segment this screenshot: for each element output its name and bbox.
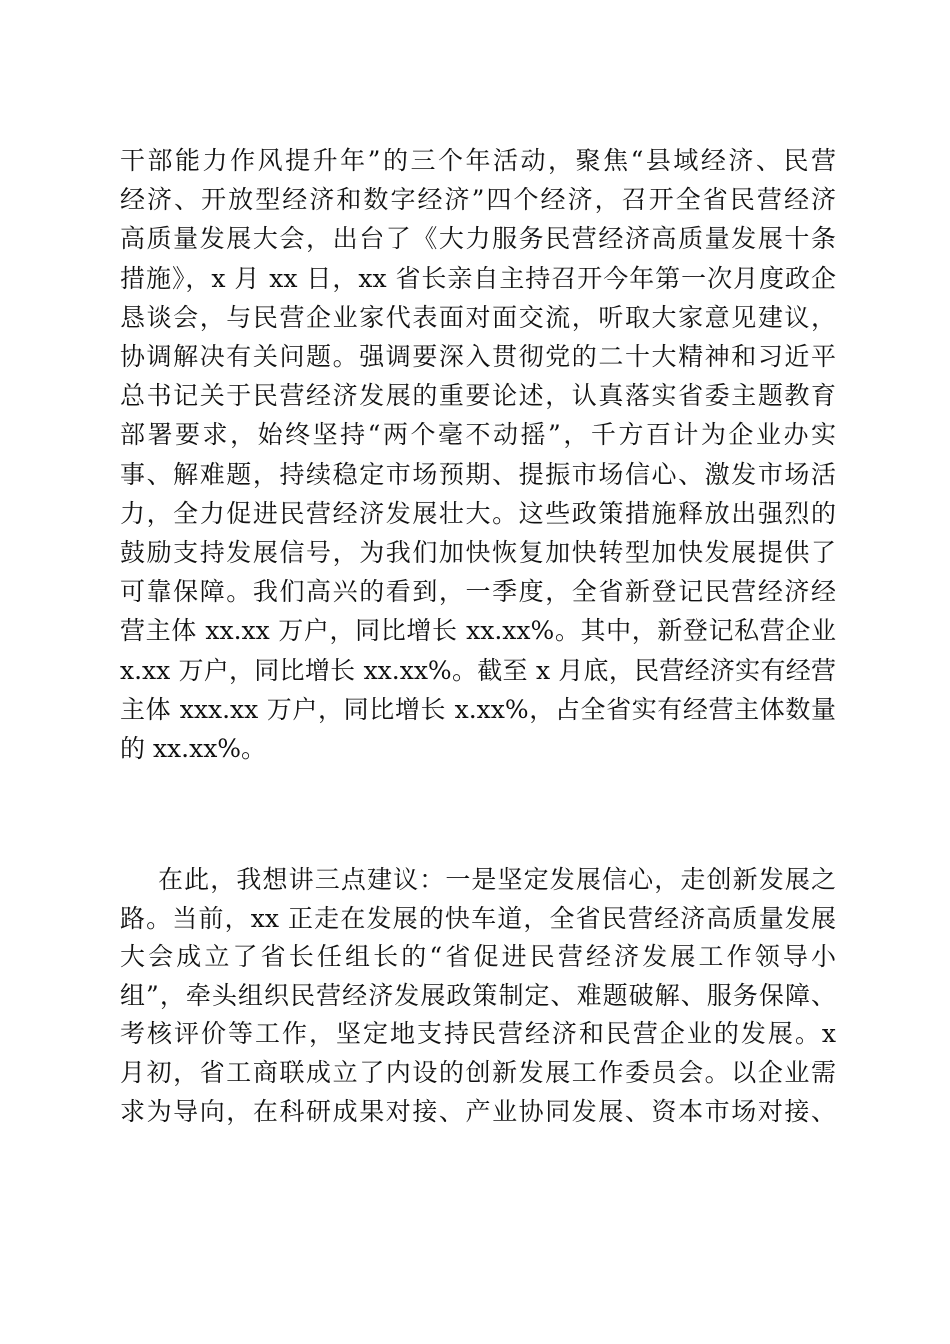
paragraph-2-line: 路。当前，xx 正走在发展的快车道，全省民营经济高质量发展 xyxy=(120,903,836,933)
paragraph-2-line: 考核评价等工作，坚定地支持民营经济和民营企业的发展。x xyxy=(120,1019,836,1049)
paragraph-1-line: 措施》，x 月 xx 日，xx 省长亲自主持召开今年第一次月度政企 xyxy=(120,263,836,293)
paragraph-1-line: 部署要求，始终坚持“两个毫不动摇”，千方百计为企业办实 xyxy=(120,420,836,450)
paragraph-1-line: 主体 xxx.xx 万户，同比增长 x.xx%，占全省实有经营主体数量 xyxy=(120,694,836,724)
paragraph-1-line: 总书记关于民营经济发展的重要论述，认真落实省委主题教育 xyxy=(120,381,836,411)
paragraph-1-line: 鼓励支持发展信号，为我们加快恢复加快转型加快发展提供了 xyxy=(120,538,836,567)
paragraph-1-line: 高质量发展大会，出台了《大力服务民营经济高质量发展十条 xyxy=(120,224,836,254)
paragraph-2-line: 求为导向，在科研成果对接、产业协同发展、资本市场对接、 xyxy=(120,1096,836,1126)
paragraph-1-line: 恳谈会，与民营企业家代表面对面交流，听取大家意见建议， xyxy=(120,302,836,332)
paragraph-2-line: 在此，我想讲三点建议：一是坚定发展信心，走创新发展之 xyxy=(158,865,836,894)
paragraph-1-line: x.xx 万户，同比增长 xx.xx%。截至 x 月底，民营经济实有经营 xyxy=(120,655,836,685)
paragraph-2-line: 月初，省工商联成立了内设的创新发展工作委员会。以企业需 xyxy=(120,1058,836,1087)
paragraph-1-line: 可靠保障。我们高兴的看到，一季度，全省新登记民营经济经 xyxy=(120,577,836,607)
paragraph-1-line: 协调解决有关问题。强调要深入贯彻党的二十大精神和习近平 xyxy=(120,342,836,371)
paragraph-2-line: 大会成立了省长任组长的“省促进民营经济发展工作领导小 xyxy=(120,942,836,972)
paragraph-1-line: 干部能力作风提升年”的三个年活动，聚焦“县域经济、民营 xyxy=(120,146,836,175)
paragraph-1-line: 力，全力促进民营经济发展壮大。这些政策措施释放出强烈的 xyxy=(120,498,836,528)
paragraph-1-line: 经济、开放型经济和数字经济”四个经济，召开全省民营经济 xyxy=(120,185,836,215)
paragraph-1-line: 营主体 xx.xx 万户，同比增长 xx.xx%。其中，新登记私营企业 xyxy=(120,616,836,646)
paragraph-1-line: 事、解难题，持续稳定市场预期、提振市场信心、激发市场活 xyxy=(120,459,836,489)
paragraph-2-line: 组”，牵头组织民营经济发展政策制定、难题破解、服务保障、 xyxy=(120,980,836,1010)
paragraph-1-line: 的 xx.xx%。 xyxy=(120,734,267,763)
